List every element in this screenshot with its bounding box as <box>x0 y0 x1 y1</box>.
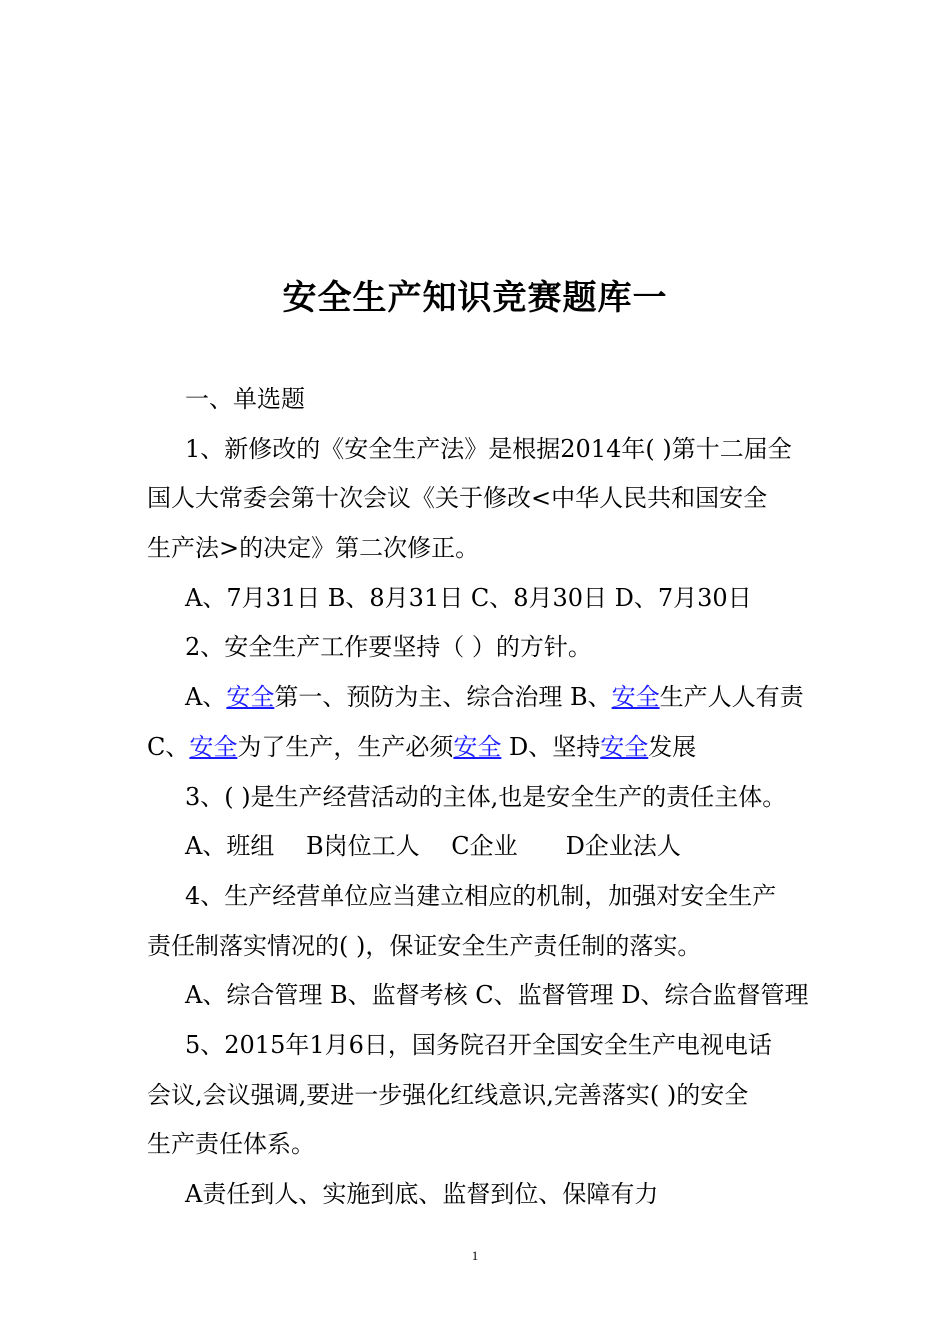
question-5-line-1: 5、2015年1月6日，国务院召开全国安全生产电视电话 <box>185 1030 772 1059</box>
safety-link[interactable]: 安全 <box>611 683 660 712</box>
question-2-options-cd <box>147 723 812 773</box>
question-1-options: A、7月31日 B、8月31日 C、8月30日 D、7月30日 <box>185 583 752 612</box>
question-5-line-2: 会议,会议强调,要进一步强化红线意识,完善落实( )的安全 <box>147 1080 749 1109</box>
safety-link[interactable]: 安全 <box>600 732 649 761</box>
option-a-text: 第一、预防为主、综合治理 B、 <box>274 683 612 712</box>
question-1-line-3: 生产法>的决定》第二次修正。 <box>147 534 480 563</box>
option-b-text: 生产人人有责 <box>659 683 804 712</box>
option-d-text: 发展 <box>648 732 697 761</box>
question-3-line-1: 3、( )是生产经营活动的主体,也是安全生产的责任主体。 <box>185 782 787 811</box>
question-3-options: A、班组 B岗位工人 C企业 D企业法人 <box>185 832 681 861</box>
question-1-line-1: 1、新修改的《安全生产法》是根据2014年( )第十二届全 <box>185 434 792 463</box>
option-c-prefix: C、 <box>147 732 190 761</box>
question-2-options-ab <box>147 673 812 723</box>
question-4-options: A、综合管理 B、监督考核 C、监督管理 D、综合监督管理 <box>185 981 809 1010</box>
document-title: 安全生产知识竞赛题库一 <box>282 278 668 318</box>
document-body <box>147 375 812 1220</box>
option-d-prefix: D、坚持 <box>501 732 601 761</box>
question-4-line-1: 4、生产经营单位应当建立相应的机制，加强对安全生产 <box>185 881 777 910</box>
question-5-option-a: A责任到人、实施到底、监督到位、保障有力 <box>185 1180 659 1208</box>
option-c-text: 为了生产，生产必须 <box>237 732 454 761</box>
page-number: 1 <box>471 1248 479 1263</box>
question-5-line-3: 生产责任体系。 <box>147 1130 315 1159</box>
question-4-line-2: 责任制落实情况的( )，保证安全生产责任制的落实。 <box>147 931 702 960</box>
safety-link[interactable]: 安全 <box>189 732 238 761</box>
question-1-line-2: 国人大常委会第十次会议《关于修改<中华人民共和国安全 <box>147 484 768 513</box>
safety-link[interactable]: 安全 <box>226 683 275 712</box>
section-heading: 一、单选题 <box>185 385 305 413</box>
option-a-prefix: A、 <box>185 683 227 712</box>
question-2-line-1: 2、安全生产工作要坚持（ ）的方针。 <box>185 633 592 662</box>
safety-link[interactable]: 安全 <box>453 732 502 761</box>
